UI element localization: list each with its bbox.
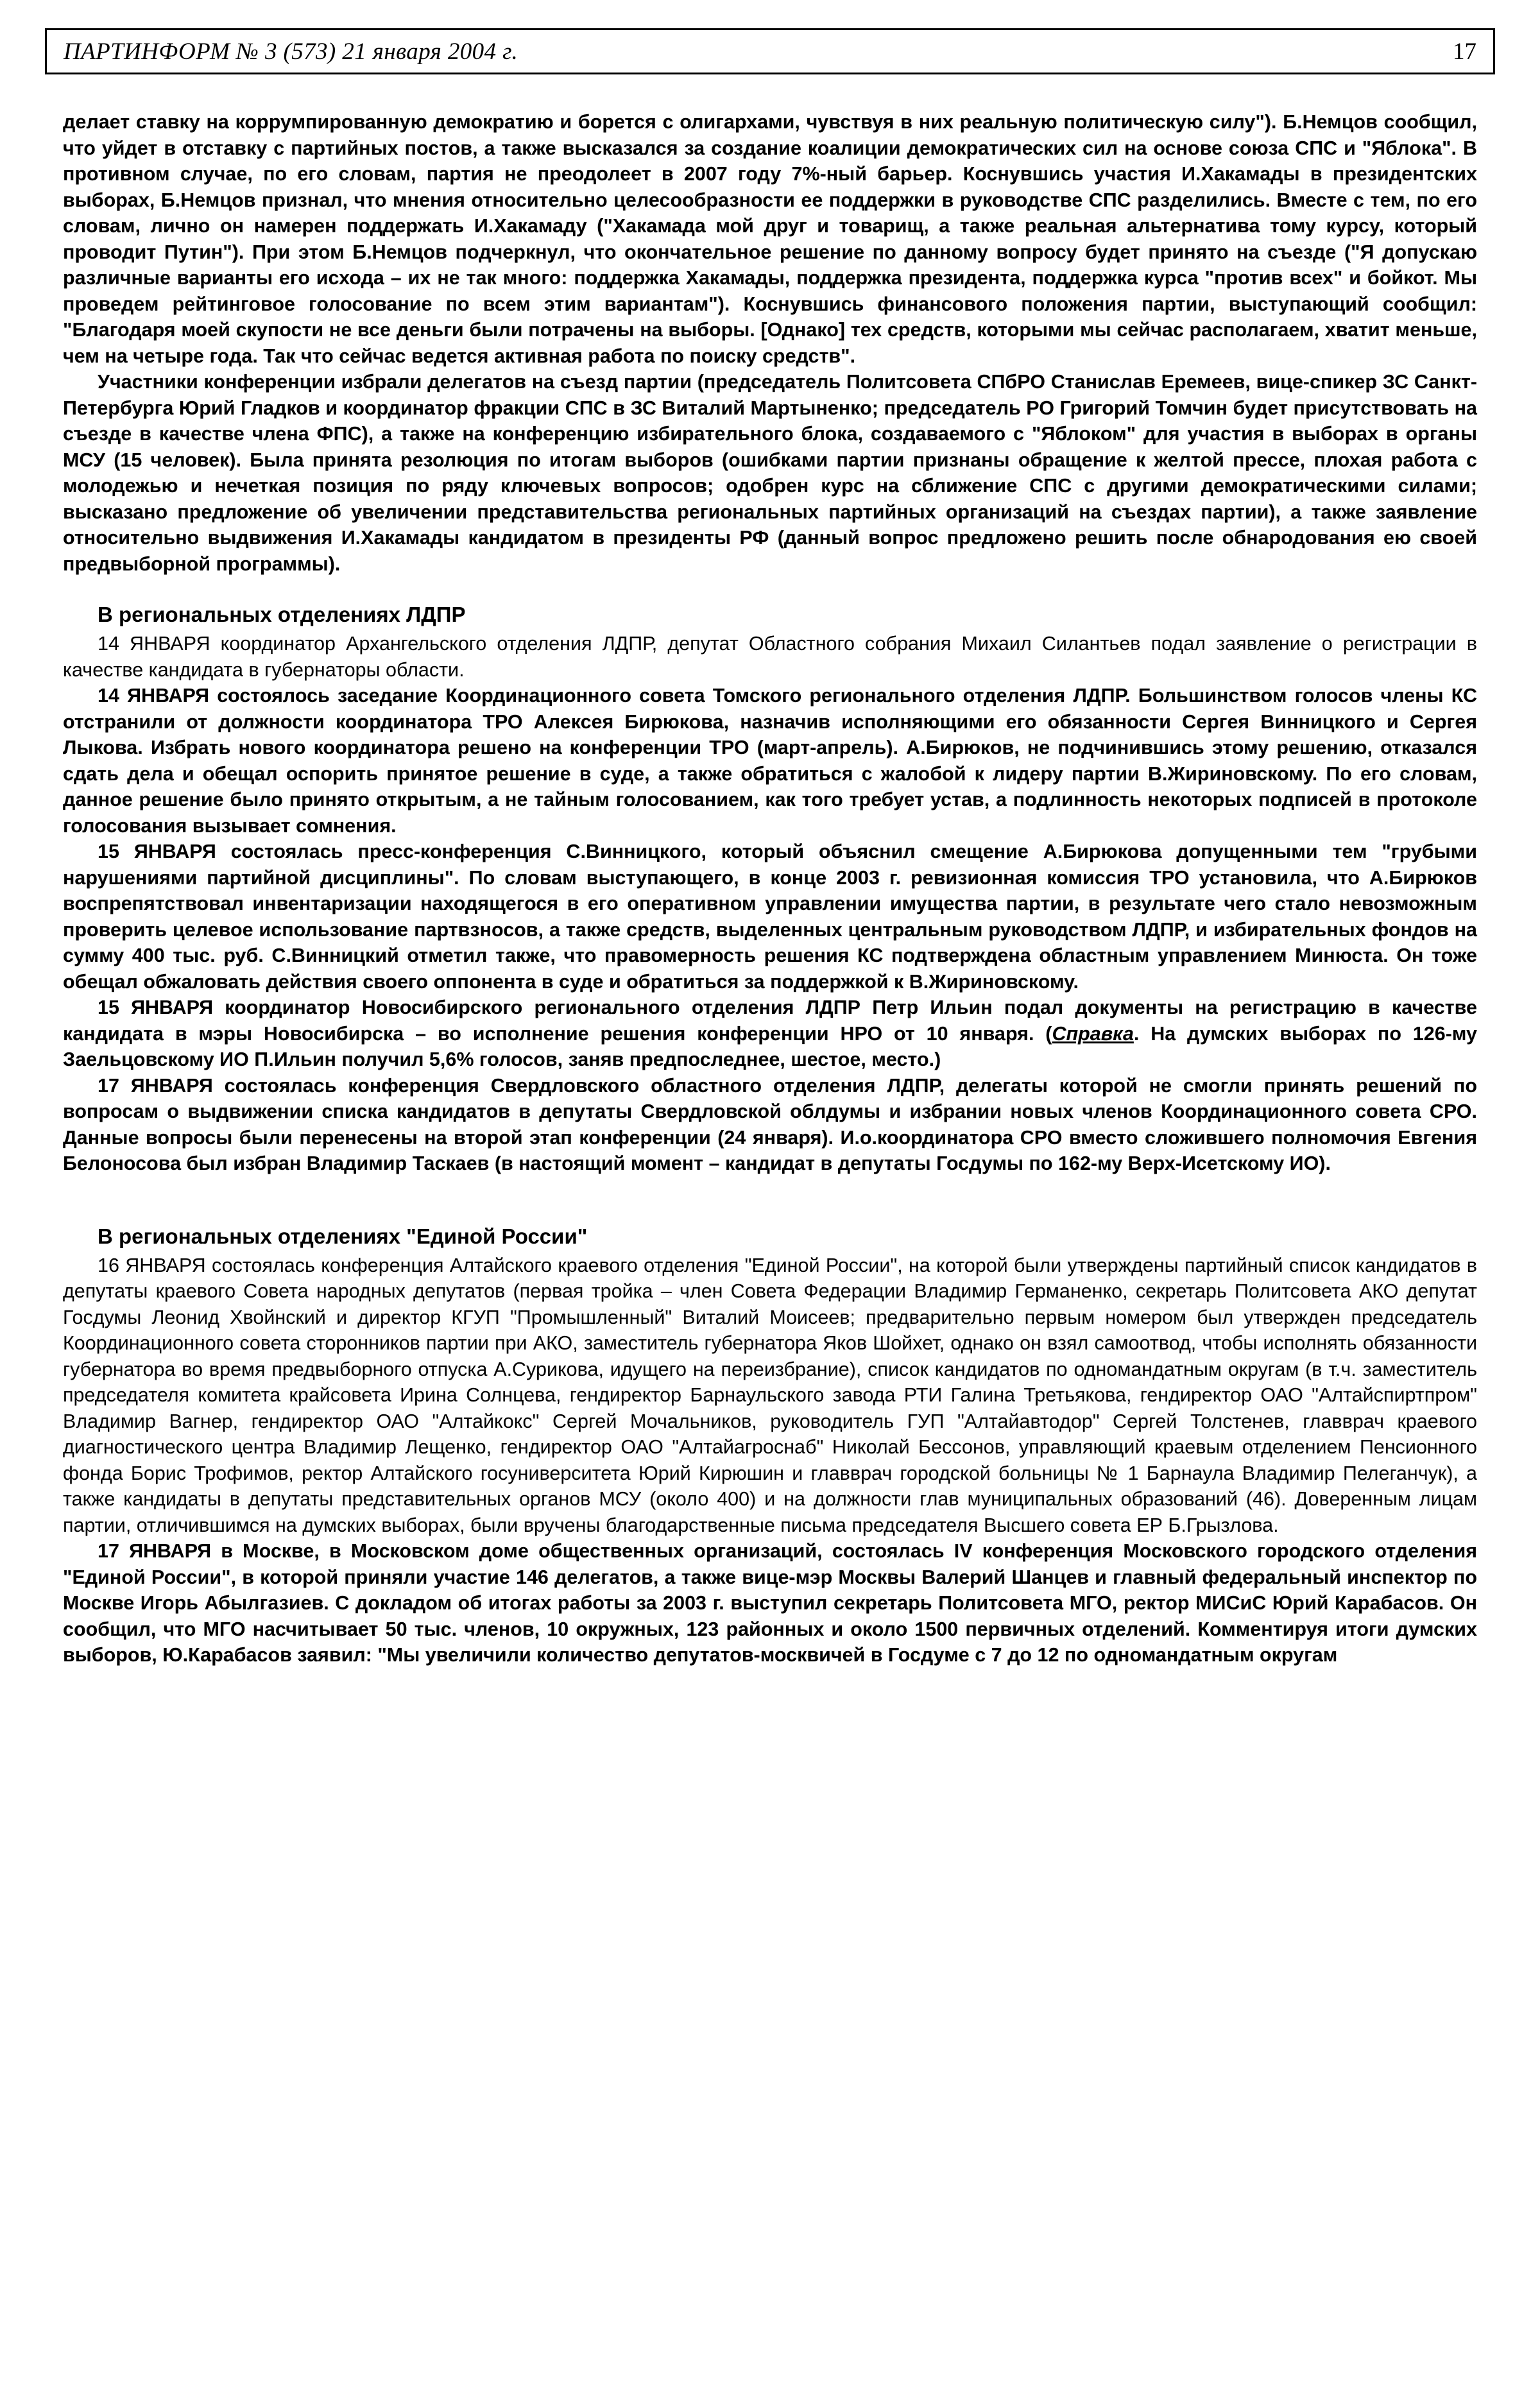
paragraph-ldpr-tomsk: 14 ЯНВАРЯ состоялось заседание Координационного совета Томского регионального отделения ЛДПР. Большинством голосов члены КС отстранили от должности координатора ТРО Алексея Бирюкова, назначив исполняющими его обязанности Сергея Винницкого и Сергея Лыкова. Избрать нового координатора решено на конференции ТРО (март-апрель). А.Бирюков, не подчинившись этому решению, отказался сдать дела и обещал оспорить принятое решение в суде, а также обратиться с жалобой к лидеру партии В.Жириновскому. По его словам, данное решение было принято открытым, а не тайным голосованием, как того требует устав, а подлинность некоторых подписей в протоколе голосования вызывает сомнения.	[63, 685, 1477, 837]
para6-tail-text: . На думских выборах по 126-му Заельцовскому ИО П.Ильин получил 5,6% голосов, заняв предпоследнее, шестое, место.)	[63, 1022, 1477, 1070]
para6-main-text: 15 ЯНВАРЯ координатор Новосибирского регионального отделения ЛДПР Петр Ильин подал документы на регистрацию в качестве кандидата в мэры Новосибирска – во исполнение решения конференции НРО от 10 января. (	[63, 997, 1477, 1045]
paragraph-ldpr-sverdlovsk: 17 ЯНВАРЯ состоялась конференция Свердловского областного отделения ЛДПР, делегаты которой не смогли принять решений по вопросам о выдвижении списка кандидатов в депутаты Свердловской облдумы и избрании новых членов Координационного совета СРО. Данные вопросы были перенесены на второй этап конференции (24 января). И.о.координатора СРО вместо сложившего полномочия Евгения Белоносова был избран Владимир Таскаев (в настоящий момент – кандидат в депутаты Госдумы по 162-му Верх-Исетскому ИО).	[63, 1074, 1477, 1174]
section-heading-ldpr: В региональных отделениях ЛДПР	[98, 603, 466, 626]
page-number: 17	[1453, 38, 1476, 65]
para6-spravka-label: Справка	[1052, 1022, 1134, 1045]
paragraph-ldpr-vinnitsky: 15 ЯНВАРЯ состоялась пресс-конференция С.Винницкого, который объяснил смещение А.Бирюкова допущенными тем "грубыми нарушениями партийной дисциплины". По словам выступающего, в конце 2003 г. ревизионная комиссия ТРО установила, что А.Бирюков воспрепятствовал инвентаризации находящегося в его оперативном управлении имущества партии, в результате чего стало невозможным проверить целевое использование партвзносов, а также средств, выделенных центральным руководством ЛДПР, и избирательных фондов на сумму 400 тыс. руб. С.Винницкий отметил также, что правомерность решения КС подтверждена областным управлением Минюста. Он тоже обещал обжаловать действия своего оппонента в суде и обратиться за поддержкой к В.Жириновскому.	[63, 841, 1477, 993]
page-header	[45, 28, 1495, 74]
paragraph-er-altai: 16 ЯНВАРЯ состоялась конференция Алтайского краевого отделения "Единой России", на которой были утверждены партийный список кандидатов в депутаты краевого Совета народных депутатов (первая тройка – член Совета Федерации Владимир Германенко, секретарь Политсовета АКО депутат Госдумы Леонид Хвойнский и директор КГУП "Промышленный" Виталий Моисеев; предварительно первым номером был утвержден председатель Координационного совета сторонников партии при АКО, заместитель губернатора Яков Шойхет, однако он взял самоотвод, чтобы исполнять обязанности губернатора во время предвыборного отпуска А.Сурикова, идущего на переизбрание), список кандидатов по одномандатным округам (в т.ч. заместитель председателя комитета крайсовета Ирина Солнцева, гендиректор Барнаульского завода РТИ Галина Третьякова, гендиректор ОАО "Алтайспиртпром" Владимир Вагнер, гендиректор ОАО "Алтайкокс" Сергей Мочальников, руководитель ГУП "Алтайавтодор" Сергей Толстенев, главврач краевого диагностического центра Владимир Лещенко, гендиректор ОАО "Алтайагроснаб" Николай Бессонов, управляющий краевым отделением Пенсионного фонда Борис Трофимов, ректор Алтайского госуниверситета Юрий Кирюшин и главврач городской больницы № 1 Барнаула Владимир Пелеганчук), а также кандидаты в депутаты представительных органов МСУ (около 400) и на должности глав муниципальных образований (46). Доверенным лицам партии, отличившимся на думских выборах, были вручены благодарственные письма председателя Высшего совета ЕР Б.Грызлова.	[63, 1254, 1477, 1536]
paragraph-er-moscow: 17 ЯНВАРЯ в Москве, в Московском доме общественных организаций, состоялась IV конференция Московского городского отделения "Единой России", в которой приняли участие 146 делегатов, а также вице-мэр Москвы Валерий Шанцев и главный федеральный инспектор по Москве Игорь Абылгазиев. С докладом об итогах работы за 2003 г. выступил секретарь Политсовета МГО, ректор МИСиС Юрий Карабасов. Он сообщил, что МГО насчитывает 50 тыс. членов, 10 окружных, 123 районных и около 1500 первичных отделений. Комментируя итоги думских выборов, Ю.Карабасов заявил: "Мы увеличили количество депутатов-москвичей в Госдуме с 7 до 12 по одномандатным округам	[63, 1540, 1477, 1666]
paragraph-ldpr-novosibirsk	[63, 995, 1477, 1073]
section-heading-united-russia: В региональных отделениях "Единой России"	[98, 1224, 588, 1248]
paragraph-ldpr-arkhangelsk: 14 ЯНВАРЯ координатор Архангельского отделения ЛДПР, депутат Областного собрания Михаил Силантьев подал заявление о регистрации в качестве кандидата в губернаторы области.	[63, 633, 1477, 681]
header-publication-info: ПАРТИНФОРМ № 3 (573) 21 января 2004 г.	[64, 38, 518, 65]
paragraph-conference-delegates: Участники конференции избрали делегатов на съезд партии (председатель Политсовета СПбРО Станислав Еремеев, вице-спикер ЗС Санкт-Петербурга Юрий Гладков и координатор фракции СПС в ЗС Виталий Мартыненко; председатель РО Григорий Томчин будет присутствовать на съезде в качестве члена ФПС), а также на конференцию избирательного блока, создаваемого с "Яблоком" для участия в выборах в органы МСУ (15 человек). Была принята резолюция по итогам выборов (ошибками партии признаны обращение к желтой прессе, плохая работа с молодежью и нечеткая позиция по ряду ключевых вопросов; одобрен курс на сближение СПС с другими демократическими силами; высказано предложение об увеличении представительства региональных партийных организаций на съездах партии), а также заявление относительно выдвижения И.Хакамады кандидатом в президенты РФ (данный вопрос предложено решить после обнародования ею своей предвыборной программы).	[63, 371, 1477, 575]
paragraph-continuation: делает ставку на коррумпированную демократию и борется с олигархами, чувствуя в них реальную политическую силу"). Б.Немцов сообщил, что уйдет в отставку с партийных постов, а также высказался за создание коалиции демократических сил на основе союза СПС и "Яблока". В противном случае, по его словам, партия не преодолеет в 2007 году 7%-ный барьер. Коснувшись участия И.Хакамады в президентских выборах, Б.Немцов признал, что мнения относительно целесообразности ее поддержки в руководстве СПС разделились. Вместе с тем, по его словам, лично он намерен поддержать И.Хакамаду ("Хакамада мой друг и товарищ, а также реальная альтернатива тому курсу, который проводит Путин"). При этом Б.Немцов подчеркнул, что окончательное решение по данному вопросу будет принято на съезде ("Я допускаю различные варианты его исхода – их не так много: поддержка Хакамады, поддержка президента, поддержка курса "против всех" и бойкот. Мы проведем рейтинговое голосование по всем этим вариантам"). Коснувшись финансового положения партии, выступающий сообщил: "Благодаря моей скупости не все деньги были потрачены на выборы. [Однако] тех средств, которыми мы сейчас располагаем, хватит меньше, чем на четыре года. Так что сейчас ведется активная работа по поиску средств".	[63, 111, 1477, 367]
section-spacer	[63, 1177, 1477, 1199]
document-body	[45, 109, 1495, 1668]
